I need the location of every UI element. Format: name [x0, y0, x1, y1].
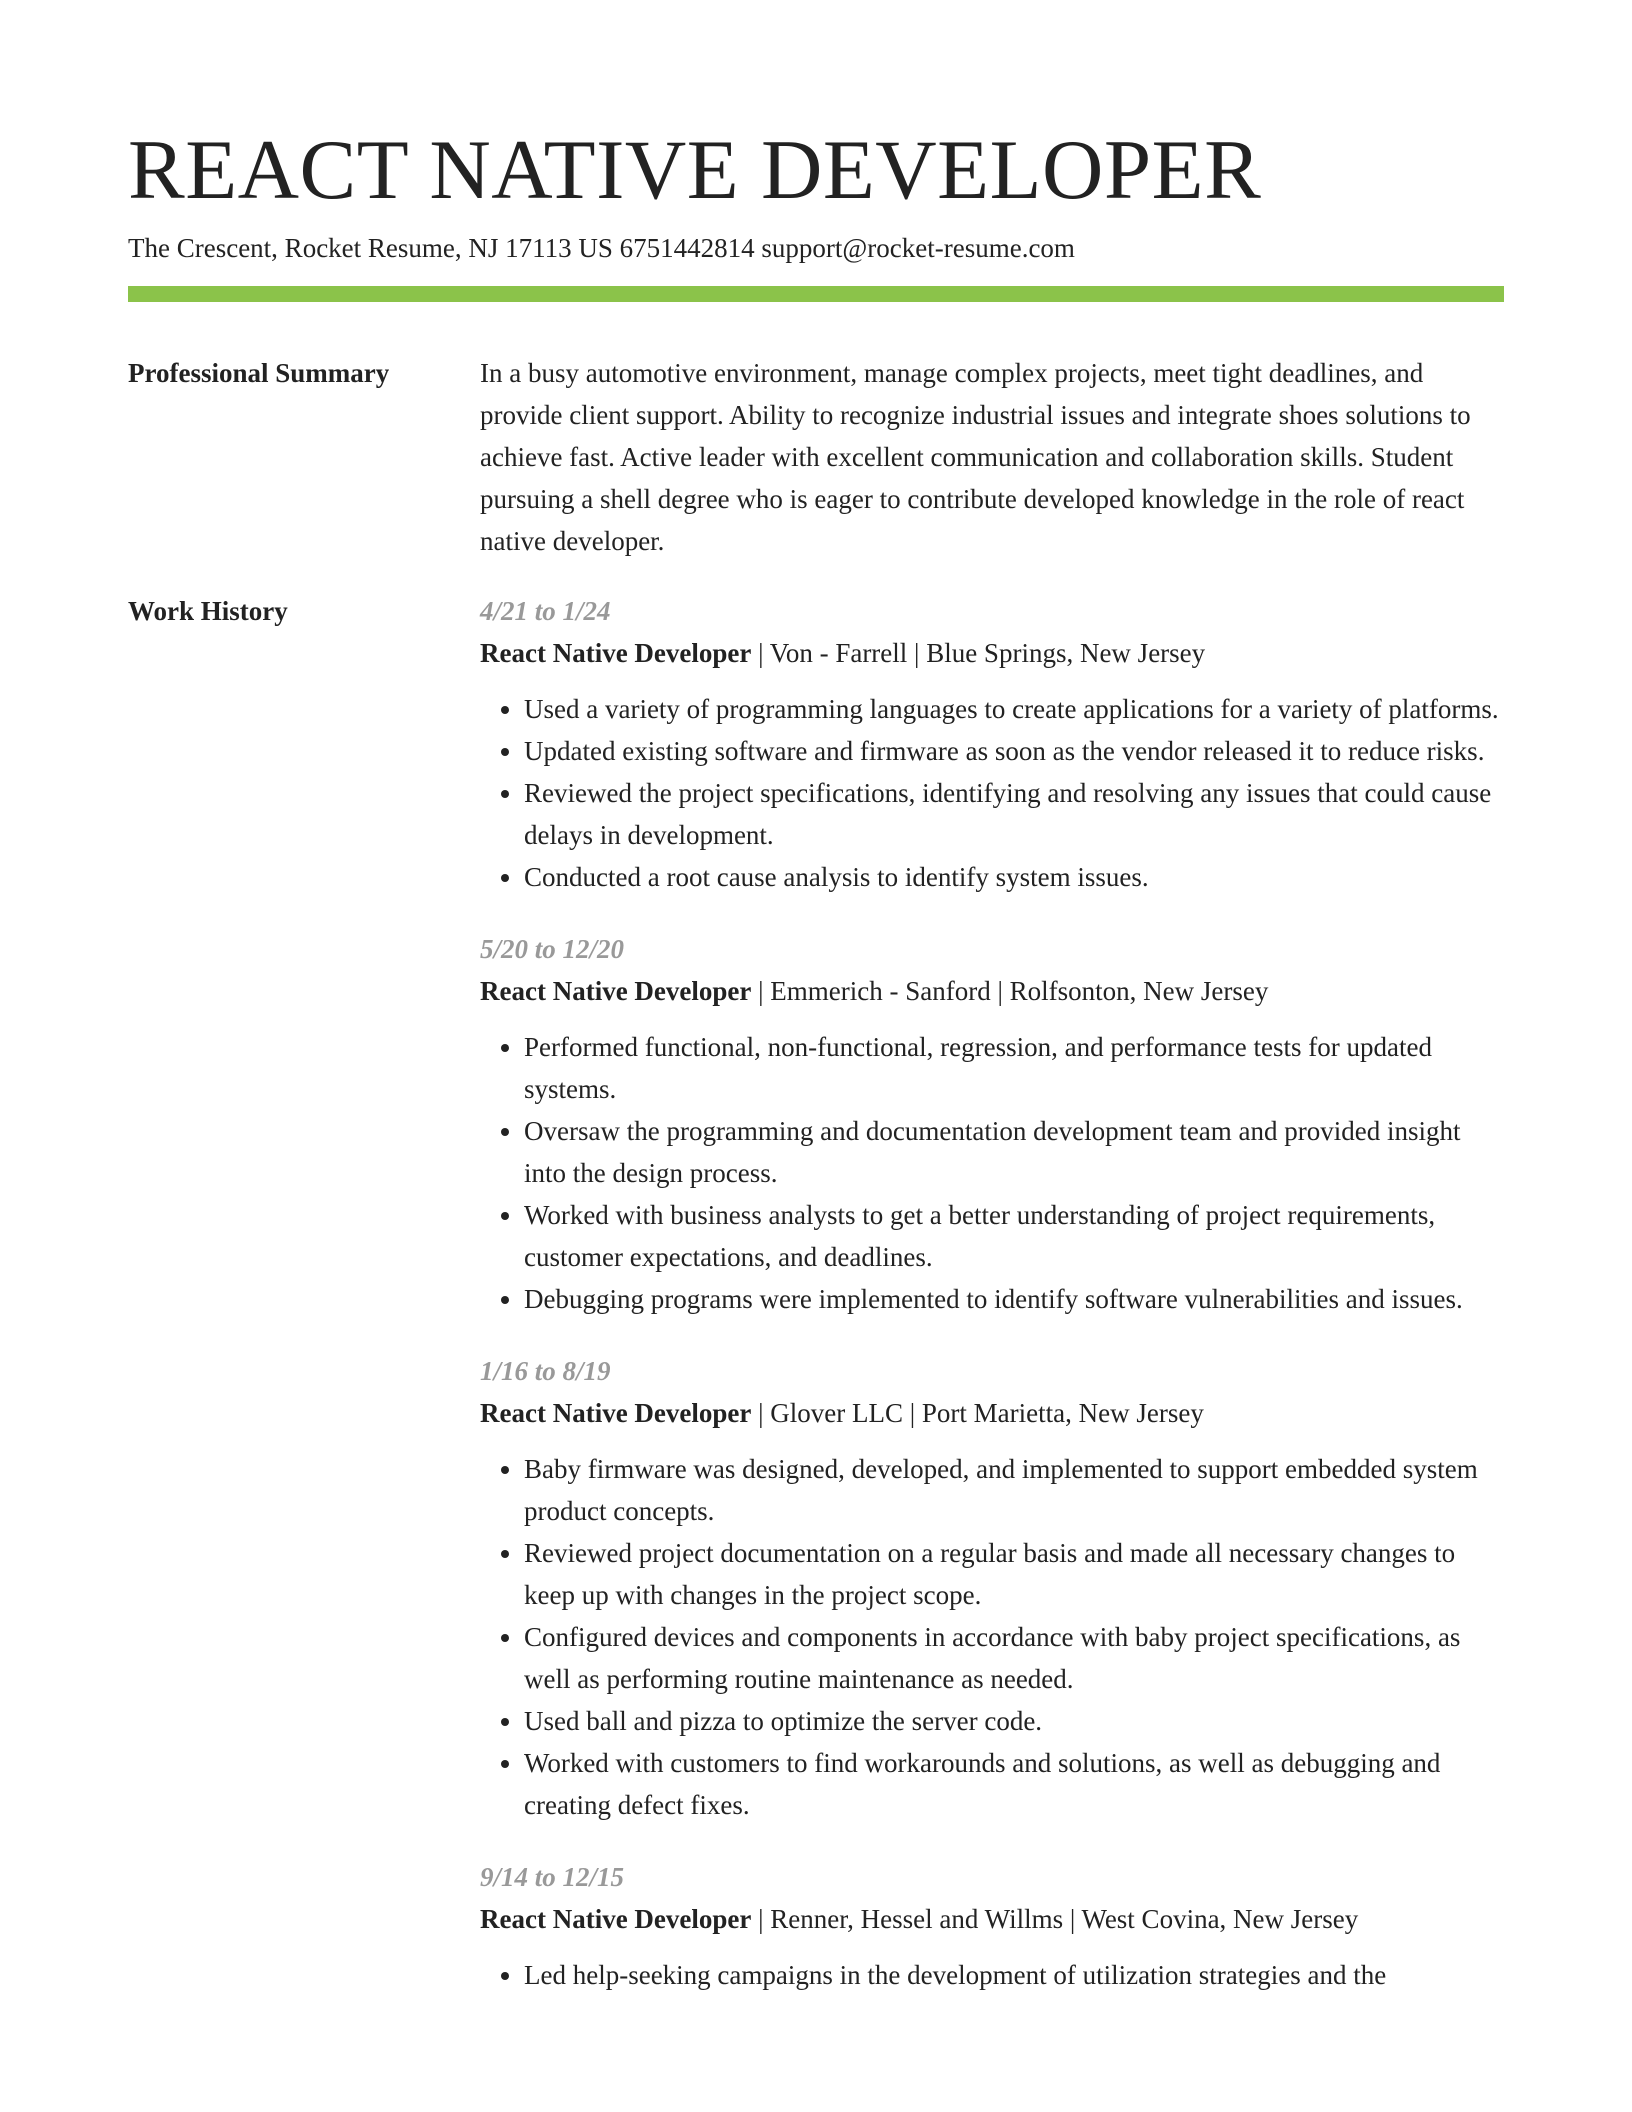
job-heading	[480, 1898, 1504, 1940]
job-entry	[480, 590, 1504, 898]
job-bullet: • Used ball and pizza to optimize the server code.	[524, 1700, 1504, 1742]
work-history-section	[128, 590, 1504, 2026]
job-bullet: • Performed functional, non-functional, regression, and performance tests for updated systems.	[524, 1026, 1504, 1110]
job-heading	[480, 970, 1504, 1012]
job-company-location: | Glover LLC | Port Marietta, New Jersey	[751, 1398, 1204, 1428]
resume-title: REACT NATIVE DEVELOPER	[128, 123, 1262, 217]
job-dates: 1/16 to 8/19	[480, 1356, 611, 1386]
job-bullets	[480, 1026, 1504, 1320]
job-dates: 5/20 to 12/20	[480, 934, 625, 964]
job-bullet: • Baby firmware was designed, developed, and implemented to support embedded system product concepts.	[524, 1448, 1504, 1532]
job-bullet: • Conducted a root cause analysis to identify system issues.	[524, 856, 1504, 898]
job-bullet: • Configured devices and components in accordance with baby project specifications, as well as performing routine maintenance as needed.	[524, 1616, 1504, 1700]
job-dates: 9/14 to 12/15	[480, 1862, 625, 1892]
job-bullet: • Reviewed the project specifications, identifying and resolving any issues that could cause delays in development.	[524, 772, 1504, 856]
job-bullets	[480, 688, 1504, 898]
job-bullet: • Used a variety of programming languages to create applications for a variety of platforms.	[524, 688, 1504, 730]
job-title: React Native Developer	[480, 1398, 752, 1428]
job-bullet: • Reviewed project documentation on a regular basis and made all necessary changes to keep up with changes in the project scope.	[524, 1532, 1504, 1616]
job-bullets	[480, 1954, 1504, 1996]
job-bullet: • Worked with customers to find workarounds and solutions, as well as debugging and creating defect fixes.	[524, 1742, 1504, 1826]
job-dates: 4/21 to 1/24	[480, 596, 611, 626]
job-bullet: • Oversaw the programming and documentation development team and provided insight into the design process.	[524, 1110, 1504, 1194]
work-history-list	[480, 590, 1504, 2026]
job-heading	[480, 632, 1504, 674]
job-title: React Native Developer	[480, 1904, 752, 1934]
accent-divider	[128, 286, 1504, 302]
section-label-work: Work History	[128, 596, 288, 626]
job-company-location: | Emmerich - Sanford | Rolfsonton, New Jersey	[751, 976, 1269, 1006]
section-label-summary: Professional Summary	[128, 358, 390, 388]
job-entry	[480, 1856, 1504, 1996]
job-bullet: • Worked with business analysts to get a better understanding of project requirements, customer expectations, and deadlines.	[524, 1194, 1504, 1278]
job-entry	[480, 1350, 1504, 1826]
resume-page	[128, 120, 1504, 2026]
job-bullet: • Debugging programs were implemented to identify software vulnerabilities and issues.	[524, 1278, 1504, 1320]
job-heading	[480, 1392, 1504, 1434]
contact-info: The Crescent, Rocket Resume, NJ 17113 US 6751442814 support@rocket-resume.com	[128, 233, 1075, 263]
job-company-location: | Renner, Hessel and Willms | West Covina, New Jersey	[751, 1904, 1359, 1934]
job-bullets	[480, 1448, 1504, 1826]
job-entry	[480, 928, 1504, 1320]
job-bullet: • Updated existing software and firmware as soon as the vendor released it to reduce risks.	[524, 730, 1504, 772]
job-title: React Native Developer	[480, 976, 752, 1006]
professional-summary-section	[128, 352, 1504, 562]
job-bullet: • Led help-seeking campaigns in the development of utilization strategies and the	[524, 1954, 1504, 1996]
summary-text: In a busy automotive environment, manage complex projects, meet tight deadlines, and provide client support. Ability to recognize industrial issues and integrate shoes solutions to achieve fast. Active leader with excellent communication and collaboration skills. Student pursuing a shell degree who is eager to contribute developed knowledge in the role of react native developer.	[480, 358, 1471, 556]
job-title: React Native Developer	[480, 638, 752, 668]
job-company-location: | Von - Farrell | Blue Springs, New Jersey	[751, 638, 1206, 668]
